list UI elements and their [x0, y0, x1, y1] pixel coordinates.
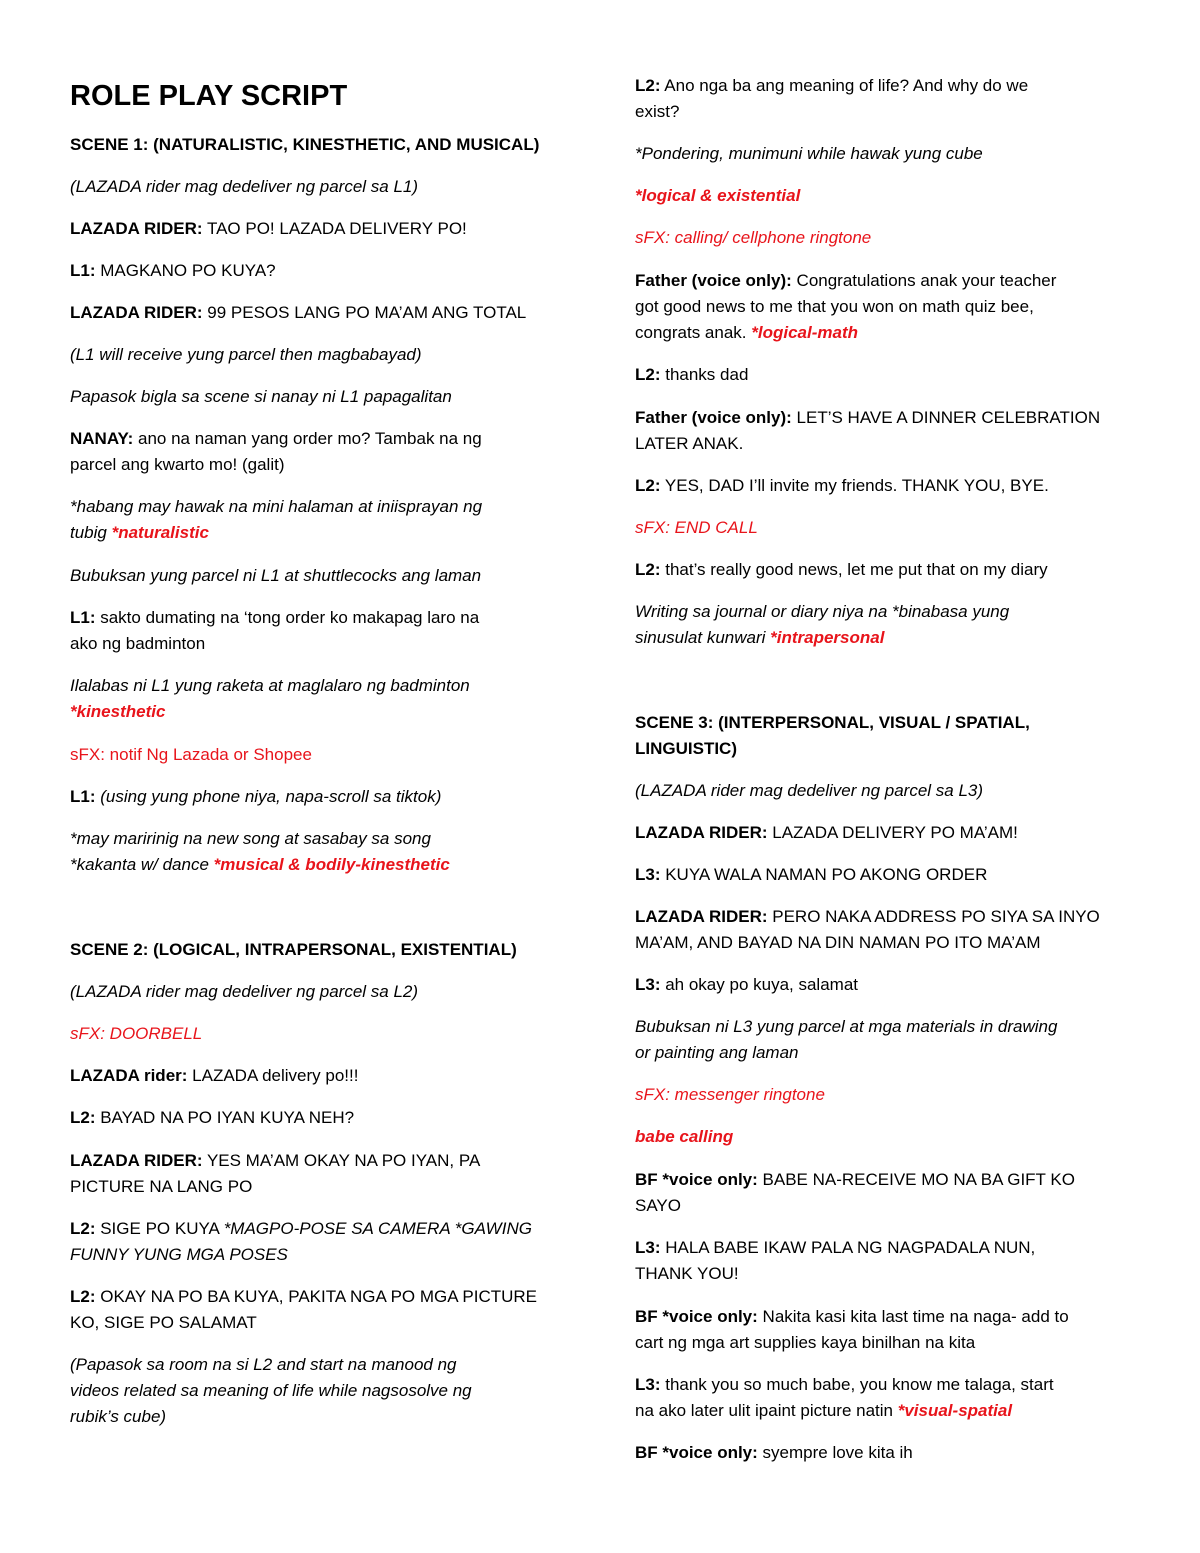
dialogue-line [70, 216, 467, 242]
stage-direction: rubik’s cube) [70, 1407, 167, 1426]
dialogue-text: Nakita kasi kita last time na naga- add to [757, 1307, 1069, 1326]
dialogue-text: sakto dumating na ‘tong order ko makapag laro na [95, 608, 480, 627]
dialogue-text: Ano nga ba ang meaning of life? And why do we [660, 76, 1029, 95]
dialogue-line [635, 405, 1100, 431]
stage-direction [635, 625, 884, 651]
dialogue-text: na ako later ulit ipaint picture natin [635, 1401, 898, 1420]
dialogue-text: HALA BABE IKAW PALA NG NAGPADALA NUN, [660, 1238, 1036, 1257]
dialogue-text: 99 PESOS LANG PO MA’AM ANG TOTAL [202, 303, 527, 322]
dialogue-text: congrats anak. [635, 323, 752, 342]
scene-2-heading: SCENE 2: (LOGICAL, INTRAPERSONAL, EXISTENTIAL) [70, 940, 517, 959]
dialogue-line [635, 820, 1018, 846]
speaker-label: L1: [70, 608, 96, 627]
dialogue-line [635, 473, 1049, 499]
dialogue-line [635, 1235, 1035, 1261]
sound-effect: sFX: END CALL [635, 518, 758, 537]
dialogue-text: LAZADA delivery po!!! [187, 1066, 359, 1085]
dialogue-text: LATER ANAK. [635, 434, 744, 453]
stage-direction-text: sinusulat kunwari [635, 628, 771, 647]
speaker-label: NANAY: [70, 429, 134, 448]
sound-effect: sFX: calling/ cellphone ringtone [635, 228, 872, 247]
stage-direction: (L1 will receive yung parcel then magbabayad) [70, 345, 422, 364]
stage-direction: Papasok bigla sa scene si nanay ni L1 papagalitan [70, 387, 452, 406]
speaker-label: LAZADA rider: [70, 1066, 188, 1085]
dialogue-line [70, 605, 479, 631]
dialogue-text: MAGKANO PO KUYA? [95, 261, 276, 280]
dialogue-line [635, 73, 1028, 99]
speaker-label: L3: [635, 865, 661, 884]
speaker-label: L3: [635, 975, 661, 994]
dialogue-line [635, 1398, 1012, 1424]
stage-direction [70, 852, 450, 878]
stage-direction-text: FUNNY YUNG MGA POSES [70, 1245, 288, 1264]
dialogue-line [635, 904, 1100, 930]
scene-3-heading-cont: LINGUISTIC) [635, 739, 737, 758]
dialogue-text: got good news to me that you won on math quiz bee, [635, 297, 1034, 316]
stage-direction: Bubuksan ni L3 yung parcel at mga materials in drawing [635, 1017, 1058, 1036]
speaker-label: L2: [635, 560, 661, 579]
dialogue-line [635, 557, 1048, 583]
speaker-label: LAZADA RIDER: [70, 219, 203, 238]
dialogue-line [635, 862, 987, 888]
dialogue-text: thank you so much babe, you know me talaga, start [660, 1375, 1054, 1394]
speaker-label: LAZADA RIDER: [635, 907, 768, 926]
speaker-label: Father (voice only): [635, 408, 792, 427]
dialogue-line [70, 1105, 354, 1131]
intelligence-tag: *kinesthetic [70, 702, 166, 721]
dialogue-line [635, 1304, 1069, 1330]
stage-direction-text: tubig [70, 523, 112, 542]
dialogue-line [635, 362, 748, 388]
dialogue-text: ah okay po kuya, salamat [660, 975, 859, 994]
stage-direction: *may maririnig na new song at sasabay sa song [70, 829, 431, 848]
speaker-label: LAZADA RIDER: [635, 823, 768, 842]
scene-1-heading: SCENE 1: (NATURALISTIC, KINESTHETIC, AND MUSICAL) [70, 135, 540, 154]
stage-direction: videos related sa meaning of life while nagsosolve ng [70, 1381, 472, 1400]
stage-direction: (LAZADA rider mag dedeliver ng parcel sa L3) [635, 781, 984, 800]
speaker-label: L2: [635, 476, 661, 495]
dialogue-line [70, 258, 276, 284]
stage-direction: (LAZADA rider mag dedeliver ng parcel sa L1) [70, 177, 419, 196]
dialogue-text: PICTURE NA LANG PO [70, 1177, 253, 1196]
babe-calling-label: babe calling [635, 1127, 734, 1146]
stage-direction-text: *kakanta w/ dance [70, 855, 214, 874]
dialogue-text: MA’AM, AND BAYAD NA DIN NAMAN PO ITO MA’AM [635, 933, 1041, 952]
stage-direction: *Pondering, munimuni while hawak yung cube [635, 144, 983, 163]
dialogue-text: OKAY NA PO BA KUYA, PAKITA NGA PO MGA PICTURE [95, 1287, 538, 1306]
stage-direction: Bubuksan yung parcel ni L1 at shuttlecocks ang laman [70, 566, 482, 585]
dialogue-text: PERO NAKA ADDRESS PO SIYA SA INYO [767, 907, 1100, 926]
speaker-label: L1: [70, 261, 96, 280]
dialogue-text: thanks dad [660, 365, 749, 384]
speaker-label: Father (voice only): [635, 271, 792, 290]
dialogue-text: that’s really good news, let me put that on my diary [660, 560, 1048, 579]
dialogue-text: ako ng badminton [70, 634, 206, 653]
speaker-label: L2: [70, 1287, 96, 1306]
dialogue-text: BAYAD NA PO IYAN KUYA NEH? [95, 1108, 355, 1127]
speaker-label: LAZADA RIDER: [70, 1151, 203, 1170]
intelligence-tag: *musical & bodily-kinesthetic [213, 855, 450, 874]
dialogue-text: exist? [635, 102, 680, 121]
dialogue-text: syempre love kita ih [757, 1443, 913, 1462]
dialogue-text: cart ng mga art supplies kaya binilhan na kita [635, 1333, 976, 1352]
dialogue-line [635, 320, 858, 346]
speaker-label: L2: [635, 76, 661, 95]
intelligence-tag: *intrapersonal [770, 628, 885, 647]
dialogue-text: KO, SIGE PO SALAMAT [70, 1313, 257, 1332]
dialogue-text: parcel ang kwarto mo! (galit) [70, 455, 285, 474]
intelligence-tag: *logical & existential [635, 186, 801, 205]
stage-direction [70, 520, 209, 546]
intelligence-tag: *logical-math [751, 323, 858, 342]
intelligence-tag: *visual-spatial [897, 1401, 1013, 1420]
dialogue-line [635, 1440, 913, 1466]
speaker-label: L2: [70, 1219, 96, 1238]
dialogue-text: (using yung phone niya, napa-scroll sa tiktok) [95, 787, 442, 806]
stage-direction: *habang may hawak na mini halaman at iniispray​an ng [70, 497, 483, 516]
dialogue-text: YES, DAD I’ll invite my friends. THANK YOU, BYE. [660, 476, 1049, 495]
speaker-label: L1: [70, 787, 96, 806]
dialogue-line [70, 300, 526, 326]
stage-direction: Writing sa journal or diary niya na *binabasa yung [635, 602, 1010, 621]
stage-direction: or painting ang laman [635, 1043, 799, 1062]
intelligence-tag: *naturalistic [111, 523, 209, 542]
speaker-label: BF *voice only: [635, 1307, 758, 1326]
dialogue-line [70, 1216, 532, 1242]
stage-direction-text: *MAGPO-POSE SA CAMERA *GAWING [223, 1219, 532, 1238]
speaker-label: L2: [635, 365, 661, 384]
dialogue-line [70, 1063, 358, 1089]
scene-3-heading: SCENE 3: (INTERPERSONAL, VISUAL / SPATIAL, [635, 713, 1030, 732]
dialogue-line [70, 1148, 480, 1174]
dialogue-line [70, 426, 482, 452]
speaker-label: L3: [635, 1375, 661, 1394]
dialogue-line [635, 972, 858, 998]
speaker-label: L2: [70, 1108, 96, 1127]
dialogue-text: Congratulations anak your teacher [791, 271, 1057, 290]
dialogue-line [70, 1284, 537, 1310]
dialogue-text: BABE NA-RECEIVE MO NA BA GIFT KO [757, 1170, 1075, 1189]
dialogue-text: LET’S HAVE A DINNER CELEBRATION [791, 408, 1101, 427]
speaker-label: L3: [635, 1238, 661, 1257]
stage-direction: Ilalabas ni L1 yung raketa at maglalaro ng badminton [70, 676, 470, 695]
sound-effect: sFX: messenger ringtone [635, 1085, 825, 1104]
dialogue-text: YES MA’AM OKAY NA PO IYAN, PA [202, 1151, 481, 1170]
document-title: ROLE PLAY SCRIPT [70, 80, 348, 112]
sound-effect: sFX: DOORBELL [70, 1024, 203, 1043]
dialogue-text: SAYO [635, 1196, 681, 1215]
dialogue-text: TAO PO! LAZADA DELIVERY PO! [202, 219, 467, 238]
dialogue-text: THANK YOU! [635, 1264, 739, 1283]
dialogue-line [70, 784, 441, 810]
dialogue-text: SIGE PO KUYA [95, 1219, 224, 1238]
speaker-label: BF *voice only: [635, 1443, 758, 1462]
stage-direction: (Papasok sa room na si L2 and start na manood ng [70, 1355, 457, 1374]
dialogue-text: LAZADA DELIVERY PO MA’AM! [767, 823, 1018, 842]
dialogue-text: ano na naman yang order mo? Tambak na ng [133, 429, 482, 448]
dialogue-line [635, 268, 1056, 294]
stage-direction: (LAZADA rider mag dedeliver ng parcel sa L2) [70, 982, 419, 1001]
dialogue-line [635, 1167, 1075, 1193]
dialogue-text: KUYA WALA NAMAN PO AKONG ORDER [660, 865, 988, 884]
speaker-label: LAZADA RIDER: [70, 303, 203, 322]
sound-effect: sFX: notif Ng Lazada or Shopee [70, 745, 312, 764]
dialogue-line [635, 1372, 1054, 1398]
speaker-label: BF *voice only: [635, 1170, 758, 1189]
